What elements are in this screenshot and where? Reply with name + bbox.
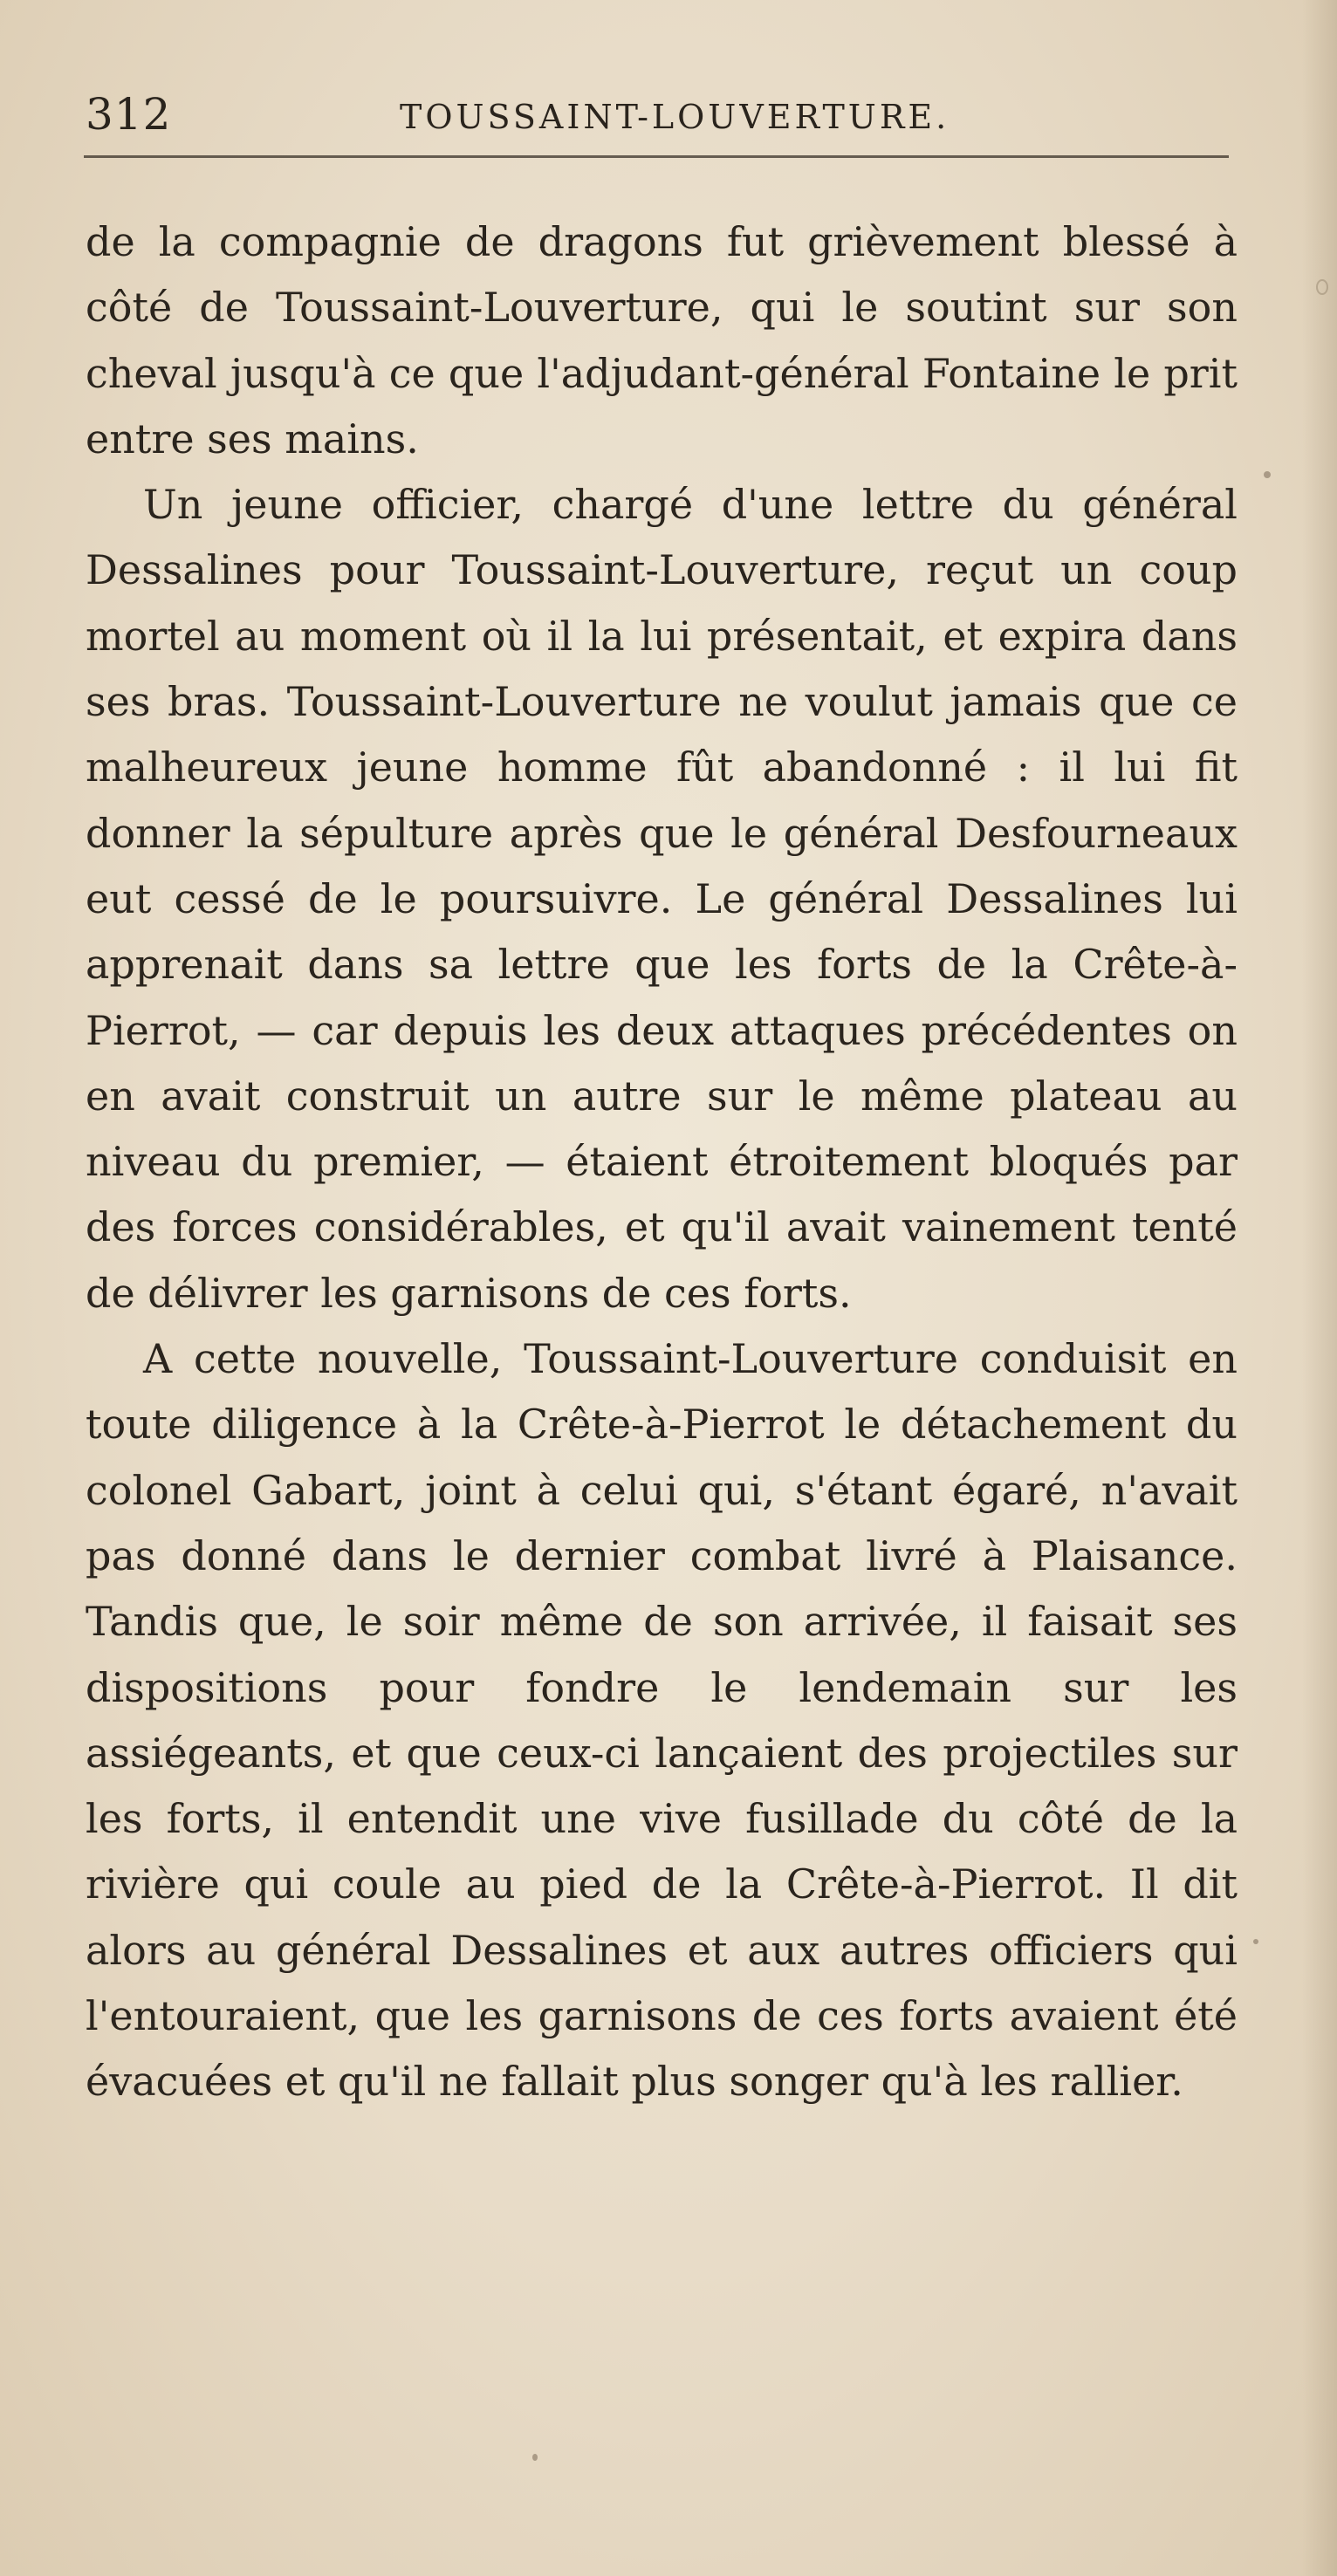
paragraph: A cette nouvelle, Toussaint-Louverture conduisit en toute diligence à la Crête-à-Pierrot le détachement du colonel Gabart, joint à celui qui, s'étant égaré, n'avait pas donné dans le dernier combat livré à Plaisance. Tandis que, le soir même de son arrivée, il faisait ses dispositions pour fondre le lendemain sur les assiégeants, et que ceux-ci lançaient des projectiles sur les forts, il entendit une vive fusillade du côté de la rivière qui coule au pied de la Crête-à-Pierrot. Il dit alors au général Dessalines et aux autres officiers qui l'entouraient, que les garnisons de ces forts avaient été évacuées et qu'il ne fallait plus songer qu'à les rallier. — [86, 1335, 1238, 2106]
body-text — [86, 209, 1238, 2115]
page-edge-shadow — [1302, 0, 1337, 2576]
paper-speck — [1316, 279, 1328, 295]
running-title: TOUSSAINT-LOUVERTURE. — [400, 98, 950, 136]
page-number: 312 — [86, 89, 172, 140]
paper-speck — [1264, 471, 1271, 478]
running-head — [86, 84, 1231, 145]
paper-speck — [532, 2454, 538, 2461]
paragraph: Un jeune officier, chargé d'une lettre du général Dessalines pour Toussaint-Louverture, reçut un coup mortel au moment où il la lui présentait, et expira dans ses bras. Toussaint-Louverture ne voulut jamais que ce malheureux jeune homme fût abandonné : il lui fit donner la sépulture après que le général Desfourneaux eut cessé de le poursuivre. Le général Dessalines lui apprenait dans sa lettre que les forts de la Crête-à-Pierrot, — car depuis les deux attaques précédentes on en avait construit un autre sur le même plateau au niveau du premier, — étaient étroitement bloqués par des forces considérables, et qu'il avait vainement tenté de délivrer les garnisons de ces forts. — [86, 481, 1238, 1317]
header-rule — [84, 155, 1229, 158]
paper-speck — [1253, 1939, 1258, 1944]
paragraph-continuation: de la compagnie de dragons fut grièvement blessé à côté de Toussaint-Louverture, qui le soutint sur son cheval jusqu'à ce que l'adjudant-général Fontaine le prit entre ses mains. — [86, 218, 1238, 462]
